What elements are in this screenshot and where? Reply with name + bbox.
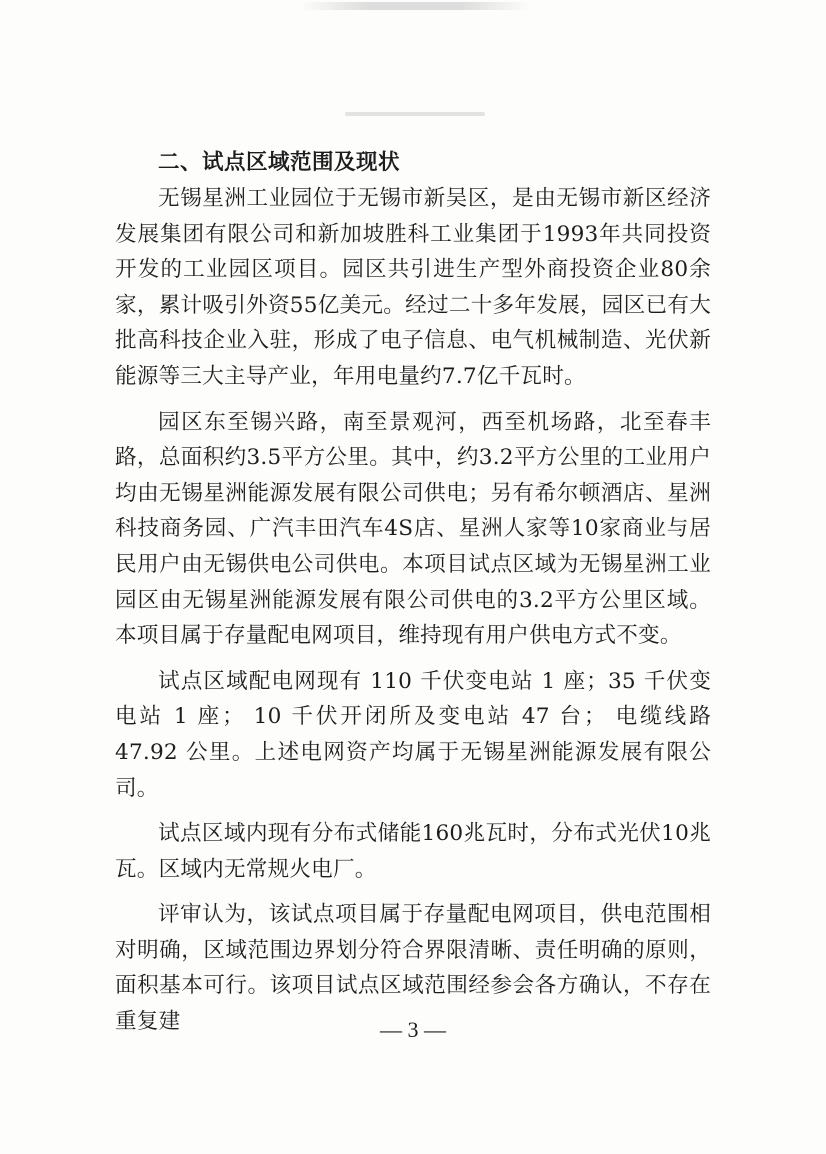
faint-header-mark xyxy=(345,112,485,116)
section-heading: 二、试点区域范围及现状 xyxy=(158,150,401,175)
paragraph-overview: 无锡星洲工业园位于无锡市新吴区，是由无锡市新区经济发展集团有限公司和新加坡胜科工业集团于1993年共同投资开发的工业园区项目。园区共引进生产型外商投资企业80余家，累计吸引外资55亿美元。经过二十多年发展，园区已有大批高科技企业入驻，形成了电子信息、电气机械制造、光伏新能源等三大主导产业，年用电量约7.7亿千瓦时。 xyxy=(115,186,711,389)
page-number: — 3 — xyxy=(380,1017,446,1042)
document-body xyxy=(115,181,711,1050)
scan-artifact xyxy=(300,2,530,10)
paragraph-review-opinion: 评审认为，该试点项目属于存量配电网项目，供电范围相对明确，区域范围边界划分符合界限清晰、责任明确的原则，面积基本可行。该项目试点区域范围经参会各方确认，不存在重复建 xyxy=(115,902,711,1035)
paragraph-distributed-energy: 试点区域内现有分布式储能160兆瓦时，分布式光伏10兆瓦。区域内无常规火电厂。 xyxy=(115,821,711,882)
paragraph-grid-assets: 试点区域配电网现有 110 千伏变电站 1 座；35 千伏变电站 1 座； 10 千伏开闭所及变电站 47 台； 电缆线路 47.92 公里。上述电网资产均属于无锡星洲能源发展有限公司。 xyxy=(115,668,711,801)
paragraph-boundaries: 园区东至锡兴路，南至景观河，西至机场路，北至春丰路，总面积约3.5平方公里。其中，约3.2平方公里的工业用户均由无锡星洲能源发展有限公司供电；另有希尔顿酒店、星洲科技商务园、广汽丰田汽车4S店、星洲人家等10家商业与居民用户由无锡供电公司供电。本项目试点区域为无锡星洲工业园区由无锡星洲能源发展有限公司供电的3.2平方公里区域。本项目属于存量配电网项目，维持现有用户供电方式不变。 xyxy=(115,409,711,649)
